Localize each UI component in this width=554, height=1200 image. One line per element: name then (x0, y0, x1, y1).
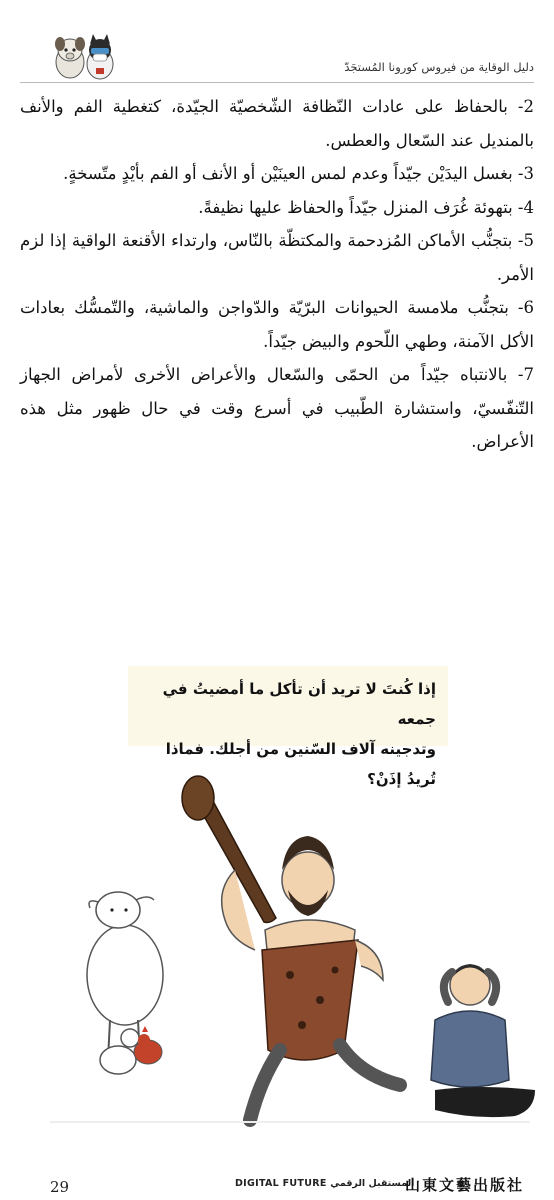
list-item: 5- بتجنُّب الأماكن المُزدحمة والمكتظّة بالنّاس، وارتداء الأقنعة الواقية إذا لزم الأمر. (20, 231, 534, 284)
list-item: 7- بالانتباه جيّداً من الحمّى والسّعال والأعراض الأخرى لأمراض الجهاز التّنفّسيّ، واستشارة الطّبيب في أسرع وقت في حال ظهور مثل هذه الأعراض. (20, 365, 534, 451)
list-item: 6- بتجنُّب ملامسة الحيوانات البرّيّة والدّواجن والماشية، والتّمسُّك بعادات الأكل الآمنة، وطهي اللّحوم والبيض جيّداً. (20, 298, 534, 351)
footer-brand: DIGITAL FUTURE المستقبل الرقمي (235, 1178, 415, 1189)
list-item: 2- بالحفاظ على عادات النّظافة الشّخصيّة الجيّدة، كتغطية الفم والأنف بالمنديل عند السّعال والعطس. (20, 97, 534, 150)
book-title: دليل الوقاية من فيروس كورونا المُستجَدّ (344, 60, 534, 74)
list-item: 3- بغسل اليدَيْن جيّداً وعدم لمس العينَيْن أو الأنف أو الفم بأيْدٍ متّسخةٍ. (63, 164, 534, 183)
caveman-quote (128, 666, 448, 788)
publisher-name: 山東文藝出版社 (404, 1176, 524, 1194)
list-item: 4- بتهوئة غُرَف المنزل جيّداً والحفاظ عليها نظيفةً. (198, 197, 534, 217)
prevention-list (20, 90, 534, 459)
page-footer (0, 1160, 554, 1200)
scared-man-figure (431, 964, 535, 1117)
caveman-illustration (40, 760, 540, 1130)
quote-line: إذا كُنتَ لا تريد أن تأكل ما أمضيتُ في جمعه (162, 680, 436, 728)
panda-cat-logo-icon (50, 28, 122, 82)
page-header (0, 0, 554, 90)
quote-line: وتدجينه آلاف السّنين من أجلك. فماذا تُريدُ إذَنْ؟ (165, 740, 436, 788)
header-divider (20, 82, 534, 83)
page-number: 29 (50, 1178, 70, 1196)
